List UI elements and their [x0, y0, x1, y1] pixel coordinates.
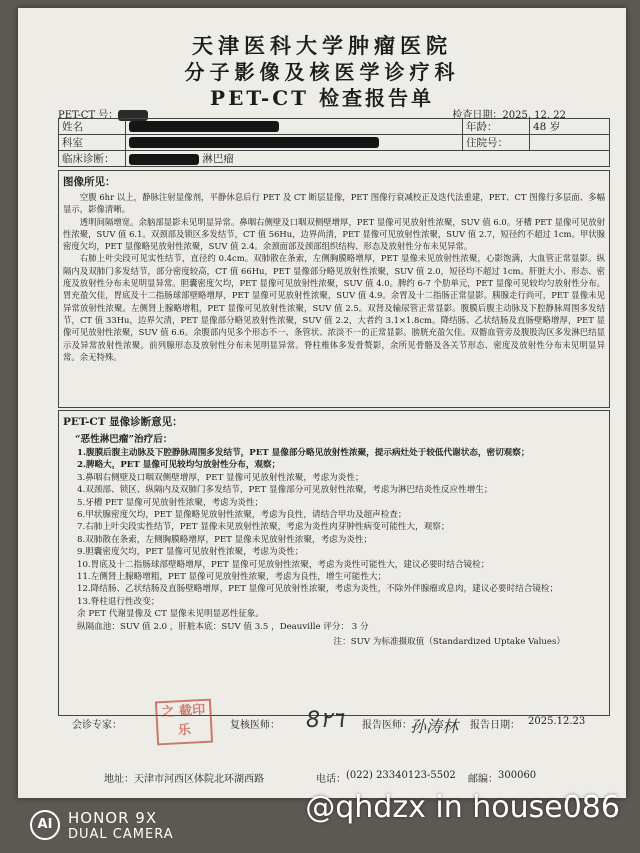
redacted-cell	[126, 135, 463, 151]
clinical-value: 淋巴瘤	[202, 153, 234, 165]
report-title: PET-CT 检查报告单	[210, 86, 434, 110]
pet-ct-number: PET-CT 号：	[58, 106, 148, 121]
admission-label: 住院号：	[463, 135, 530, 151]
age-value: 48 岁	[530, 119, 610, 135]
report-label: 报告医师：	[362, 720, 412, 731]
diagnosis-item: 3.鼻咽右侧壁及口咽双侧壁增厚，PET 显像可见放射性浓聚，考虑为炎性；	[77, 472, 364, 483]
diagnosis-item: 2.脾略大，PET 显像可见较均匀放射性分布，观察；	[77, 460, 281, 471]
findings-paragraph: 空腹 6hr 以上，静脉注射显像剂，平静休息后行 PET 及 CT 断层显像，PET 图像行衰减校正及迭代法重建，PET、CT 图像行多层面、多幅显示，影像清晰。	[63, 192, 605, 215]
report-date-value: 2025.12.23	[528, 716, 586, 727]
diagnosis-item: 11.左侧肾上腺略增粗，PET 显像可见放射性浓聚，考虑为良性，增生可能性大；	[77, 572, 387, 583]
phone-label: 电话：	[316, 774, 346, 785]
diagnosis-section	[58, 410, 610, 716]
hospital-name: 天津医科大学肿瘤医院	[192, 33, 452, 58]
suv-note: 注：SUV 为标准摄取值（Standardized Uptake Values）	[333, 637, 565, 648]
diagnosis-item: 1.腹膜后腹主动脉及下腔静脉周围多发结节，PET 显像部分略见放射性浓聚，提示病灶处于较低代谢状态，密切观察；	[77, 448, 530, 458]
redacted-cell	[126, 119, 463, 135]
diagnosis-item: 9.胆囊密度欠均，PET 显像可见放射性浓聚，考虑为炎性；	[77, 547, 304, 558]
user-watermark: @qhdzx in house086	[305, 790, 620, 825]
camera-type: DUAL CAMERA	[68, 827, 174, 842]
patient-info-table	[58, 118, 610, 167]
report-date-label: 报告日期：	[470, 720, 520, 731]
diagnosis-item: 5.牙槽 PET 显像可见放射性浓聚，考虑为炎性；	[77, 497, 264, 508]
dept-label: 科室	[59, 135, 126, 151]
zip-value: 300060	[498, 770, 537, 781]
zip-label: 邮编：	[468, 774, 498, 785]
diagnosis-item: 4.双颈部、锁区、纵隔内及双肺门多发结节，PET 显像部分可见放射性浓聚，考虑为淋巴结炎性反应性增生；	[77, 485, 493, 496]
diagnosis-subtitle: “恶性淋巴瘤”治疗后：	[75, 434, 173, 445]
department-name: 分子影像及核医学诊疗科	[184, 60, 460, 84]
review-signature: 8٢٦	[306, 708, 344, 733]
clinical-value-cell	[126, 151, 610, 167]
camera-watermark	[30, 808, 200, 844]
exam-date: 检查日期：2025. 12. 22	[452, 110, 566, 121]
findings-paragraph: 右肺上叶尖段可见实性结节，直径约 0.4cm。双肺散在条索，左侧胸膜略增厚，PET 显像未见放射性浓聚，心影饱满，大血管正常显影。纵隔内及双肺门多发结节，部分密度较高，CT 值 66Hu，PET 显像部分略见放射性浓聚，SUV 值 2.0，短径均不超过 1cm。肝脏大小、形态、密度及放射性分布未见明显异常。胆囊密度欠均，PET 显像可见放射性浓聚，SUV 值 4.0。脾约 6-7 个肋单元，PET 显像可见较均匀放射性分布。胃充盈欠佳，胃底及十二指肠球部壁略增厚，PET 显像可见放射性浓聚，SUV 值 4.9。余胃及十二指肠正常显影。胰腺走行尚可，PET 显像未见异常放射性浓聚。左侧肾上腺略增粗，PET 显像可见放射性浓聚，SUV 值 2.5。双肾及输尿管正常显影。腹膜后腹主动脉及下腔静脉周围多发结节，CT 值 33Hu，边界欠清，PET 显像部分略见放射性浓聚，SUV 值 2.2，大者约 3.1×1.8cm。降结肠、乙状结肠及直肠壁略增厚，PET 显像可见放射性浓聚，SUV 值 6.6。余腹部内见多个形态不一、条管状、浓淡不一的正常显影。膀胱充盈欠佳。双髂血管旁及腹股沟区多发淋巴结显示及异常放射性浓聚。前列腺形态及放射性分布未见明显异常。脊柱椎体多发骨赘影，余所见骨骼及各关节形态、密度及放射性分布未见明显异常。余无特殊。	[63, 253, 605, 362]
age-label: 年龄：	[463, 119, 530, 135]
honor-logo-icon: AI	[30, 810, 60, 840]
report-paper	[18, 8, 626, 798]
signature-row	[58, 702, 610, 739]
diagnosis-item: 纵隔血池：SUV 值 2.0 ，肝脏本底：SUV 值 3.5 ，Deauville 评分： 3 分	[77, 621, 369, 632]
review-label: 复核医师：	[230, 720, 280, 731]
diagnosis-item: 余 PET 代谢显像及 CT 显像未见明显恶性征象。	[77, 609, 265, 620]
report-signature: 孙涛林	[410, 717, 459, 736]
address-value: 天津市河西区体院北环湖西路	[134, 774, 264, 785]
findings-section	[58, 170, 610, 408]
camera-model: HONOR 9X	[68, 809, 158, 827]
findings-paragraph: 透明间隔增宽。余脑部显影未见明显异常。鼻咽右侧壁及口咽双侧壁增厚，PET 显像可见放射性浓聚，SUV 值 6.0。牙槽 PET 显像可见放射性浓聚，SUV 值 6.1。双颈部及锁区多发结节，CT 值 56Hu，边界尚清，PET 显像可见放射性浓聚，SUV 值 2.7，短径约不超过 1cm。甲状腺密度欠均，PET 显像略见放射性浓聚，SUV 值 2.4。余颈面部及颈部组织结构、形态及放射性分布未见异常。	[63, 216, 605, 252]
diagnosis-item: 6.甲状腺密度欠均，PET 显像略见放射性浓聚，考虑为良性，请结合甲功及超声检查；	[77, 510, 407, 521]
diagnosis-item: 12.降结肠、乙状结肠及直肠壁略增厚，PET 显像可见放射性浓聚，考虑为炎性，不除外伴腺瘤或息肉，建议必要时结合镜检；	[77, 584, 559, 595]
diagnosis-title: PET-CT 显像诊断意见：	[63, 416, 183, 428]
admission-value	[530, 135, 610, 151]
consult-label: 会诊专家：	[72, 720, 122, 731]
address-label: 地址：	[104, 774, 134, 785]
clinical-label: 临床诊断：	[59, 151, 126, 167]
diagnosis-item: 8.双肺散在条索，左侧胸膜略增厚，PET 显像未见放射性浓聚，考虑为炎性；	[77, 534, 373, 545]
phone-value: (022) 23340123-5502	[346, 770, 456, 781]
diagnosis-item: 7.右肺上叶尖段实性结节，PET 显像未见放射性浓聚，考虑为炎性肉芽肿性病变可能性大，观察；	[77, 522, 450, 533]
diagnosis-item: 13.脊柱退行性改变；	[77, 596, 160, 607]
diagnosis-item: 10.胃底及十二指肠球部壁略增厚，PET 显像可见放射性浓聚，考虑为炎性可能性大，建议必要时结合镜检；	[77, 559, 490, 570]
name-label: 姓名	[59, 119, 126, 135]
seal-stamp: 之 截印 乐	[155, 699, 213, 746]
findings-title: 图像所见：	[63, 176, 116, 188]
